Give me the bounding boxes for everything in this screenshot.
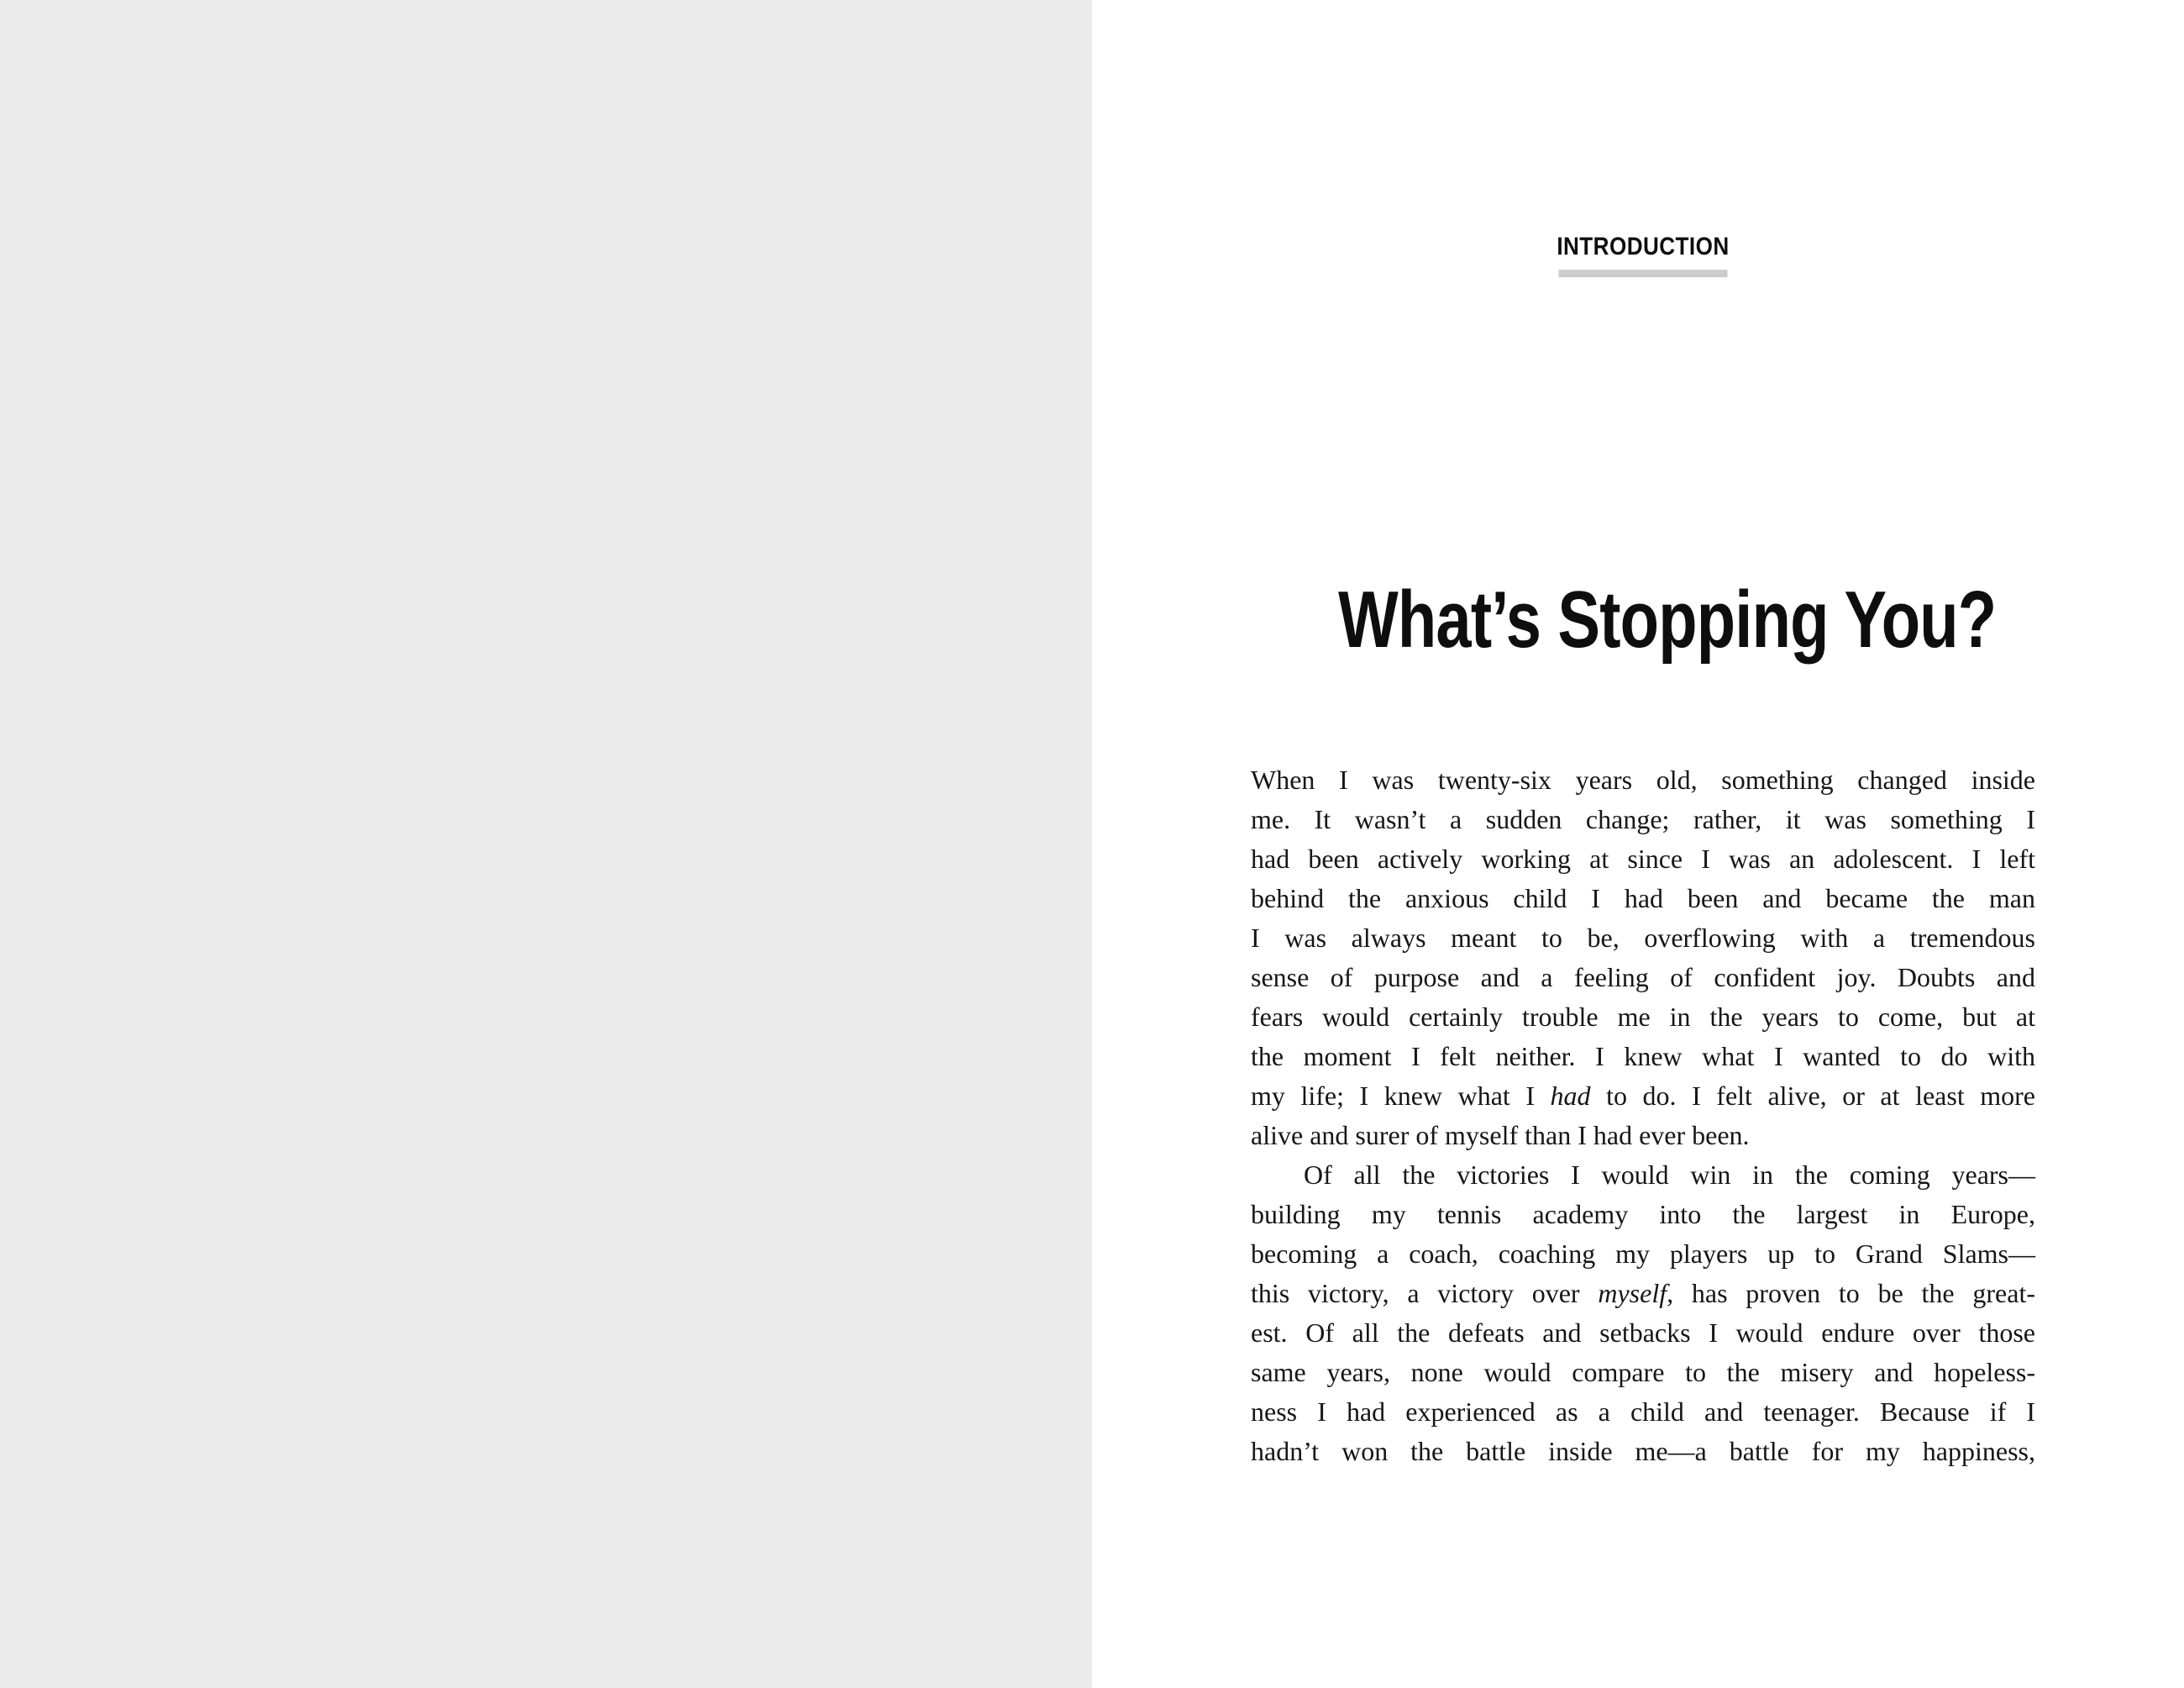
emphasis-text: myself, (1598, 1278, 1674, 1308)
body-text-block (1251, 760, 2035, 1471)
kicker-underline-rule (1559, 270, 1728, 277)
body-line-p1-l2 (1251, 800, 2035, 839)
text-segment: my life; I knew what I (1251, 1081, 1551, 1111)
body-line-p1-l10 (1251, 1116, 2035, 1155)
page-content-column (1251, 0, 2035, 1688)
text-segment: has proven to be the great- (1673, 1278, 2036, 1308)
book-page (1092, 0, 2184, 1688)
text-segment: to do. I felt alive, or at least more (1590, 1081, 2036, 1111)
body-line-p1-l4 (1251, 879, 2035, 918)
emphasis-text: had (1550, 1081, 1591, 1111)
text-segment: est. Of all the defeats and setbacks I would endure over those (1251, 1317, 2035, 1348)
body-line-p2-l3 (1251, 1234, 2035, 1274)
body-line-p1-l7 (1251, 997, 2035, 1037)
chapter-kicker-wrap (1251, 234, 2035, 264)
body-line-p1-l8 (1251, 1037, 2035, 1076)
text-segment: this victory, a victory over (1251, 1278, 1599, 1308)
body-line-p1-l6 (1251, 958, 2035, 997)
chapter-title-wrap (1251, 575, 2035, 684)
text-segment: ness I had experienced as a child and teenager. Because if I (1251, 1396, 2035, 1427)
text-segment: fears would certainly trouble me in the years to come, but at (1251, 1002, 2035, 1032)
text-segment: I was always meant to be, overflowing with a tremendous (1251, 923, 2035, 953)
text-segment: becoming a coach, coaching my players up to Grand Slams— (1251, 1238, 2035, 1269)
text-segment: sense of purpose and a feeling of confident joy. Doubts and (1251, 962, 2035, 992)
text-segment: alive and surer of myself than I had ever been. (1251, 1120, 1750, 1150)
body-line-p1-l1 (1251, 760, 2035, 800)
body-line-p2-l4 (1251, 1274, 2035, 1313)
body-line-p2-l1 (1251, 1155, 2035, 1195)
chapter-title: What’s Stopping You? (1338, 575, 1997, 665)
text-segment: behind the anxious child I had been and became the man (1251, 883, 2035, 913)
text-segment: building my tennis academy into the largest in Europe, (1251, 1199, 2035, 1229)
text-segment: Of all the victories I would win in the coming years— (1304, 1160, 2035, 1190)
text-segment: When I was twenty-six years old, something changed inside (1251, 765, 2035, 795)
body-line-p2-l2 (1251, 1195, 2035, 1234)
body-line-p1-l3 (1251, 839, 2035, 879)
text-segment: hadn’t won the battle inside me—a battle for my happiness, (1251, 1436, 2035, 1466)
text-segment: the moment I felt neither. I knew what I wanted to do with (1251, 1041, 2035, 1071)
body-line-p2-l8 (1251, 1432, 2035, 1471)
chapter-kicker: INTRODUCTION (1557, 233, 1730, 260)
body-line-p2-l6 (1251, 1353, 2035, 1392)
text-segment: me. It wasn’t a sudden change; rather, it was something I (1251, 804, 2035, 834)
body-line-p2-l5 (1251, 1313, 2035, 1353)
body-line-p2-l7 (1251, 1392, 2035, 1432)
text-segment: had been actively working at since I was an adolescent. I left (1251, 844, 2035, 874)
text-segment: same years, none would compare to the misery and hopeless- (1251, 1357, 2035, 1387)
body-line-p1-l9 (1251, 1076, 2035, 1116)
body-line-p1-l5 (1251, 918, 2035, 958)
